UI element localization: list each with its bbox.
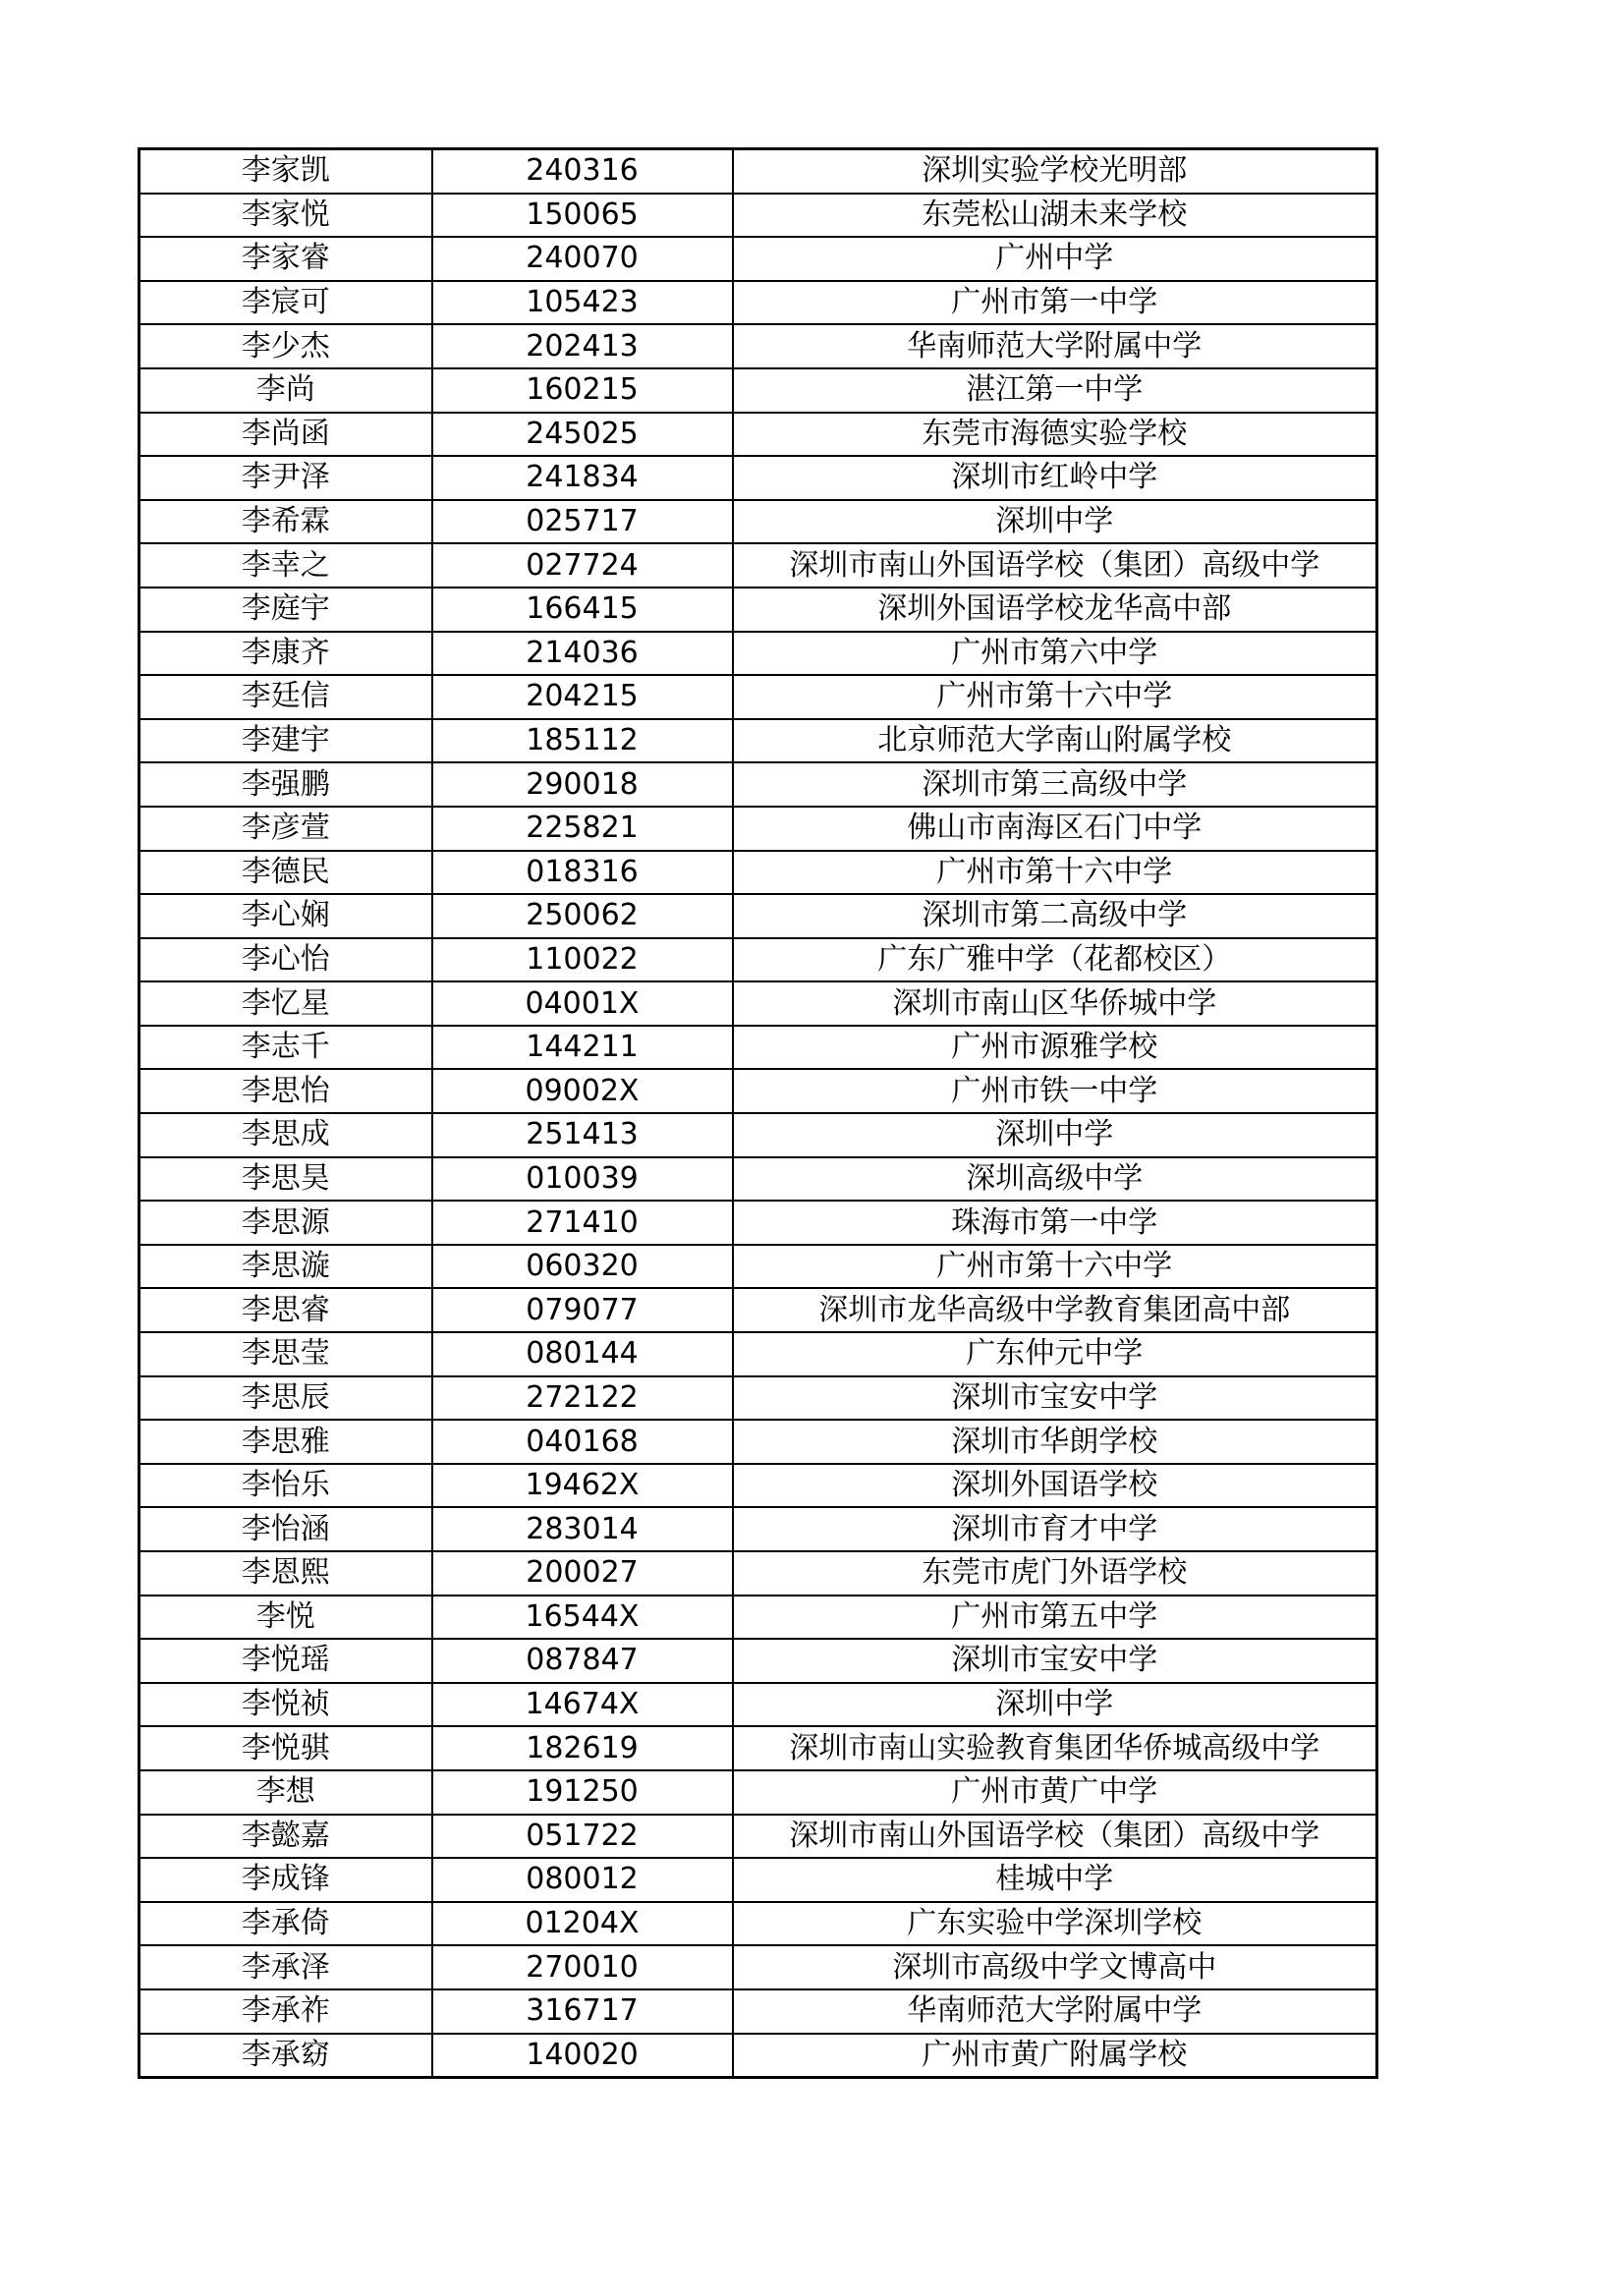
- student-id-cell: 202413: [432, 324, 733, 368]
- table-row: [140, 981, 1377, 1026]
- student-id-cell: 200027: [432, 1551, 733, 1596]
- student-name-cell: 李宸可: [140, 281, 432, 325]
- school-name-cell: 广州市第十六中学: [733, 851, 1377, 895]
- student-id-cell: 080012: [432, 1858, 733, 1902]
- school-name-cell: 广东仲元中学: [733, 1332, 1377, 1376]
- student-name-cell: 李悦祯: [140, 1683, 432, 1727]
- student-id-cell: 225821: [432, 807, 733, 851]
- school-name-cell: 广州市源雅学校: [733, 1026, 1377, 1070]
- student-name-cell: 李康齐: [140, 632, 432, 676]
- student-name-cell: 李思莹: [140, 1332, 432, 1376]
- table-row: [140, 194, 1377, 238]
- student-id-cell: 185112: [432, 719, 733, 763]
- student-id-cell: 250062: [432, 894, 733, 938]
- school-name-cell: 东莞松山湖未来学校: [733, 194, 1377, 238]
- student-id-cell: 051722: [432, 1815, 733, 1859]
- school-name-cell: 深圳市南山外国语学校（集团）高级中学: [733, 1815, 1377, 1859]
- student-id-cell: 110022: [432, 938, 733, 982]
- student-name-cell: 李希霖: [140, 500, 432, 544]
- student-name-cell: 李心娴: [140, 894, 432, 938]
- roster-table: [138, 147, 1378, 2079]
- student-name-cell: 李尹泽: [140, 456, 432, 500]
- table-row: [140, 324, 1377, 368]
- student-id-cell: 283014: [432, 1507, 733, 1551]
- student-name-cell: 李建宇: [140, 719, 432, 763]
- student-name-cell: 李思成: [140, 1113, 432, 1157]
- student-name-cell: 李廷信: [140, 675, 432, 719]
- school-name-cell: 华南师范大学附属中学: [733, 1989, 1377, 2034]
- table-row: [140, 456, 1377, 500]
- table-row: [140, 1026, 1377, 1070]
- school-name-cell: 深圳中学: [733, 1683, 1377, 1727]
- table-row: [140, 762, 1377, 807]
- student-id-cell: 316717: [432, 1989, 733, 2034]
- school-name-cell: 佛山市南海区石门中学: [733, 807, 1377, 851]
- table-row: [140, 632, 1377, 676]
- student-name-cell: 李恩熙: [140, 1551, 432, 1596]
- student-id-cell: 080144: [432, 1332, 733, 1376]
- table-row: [140, 719, 1377, 763]
- student-id-cell: 027724: [432, 543, 733, 588]
- table-row: [140, 413, 1377, 457]
- student-name-cell: 李承祚: [140, 1989, 432, 2034]
- table-row: [140, 1113, 1377, 1157]
- student-id-cell: 240070: [432, 237, 733, 281]
- student-id-cell: 240316: [432, 149, 733, 194]
- student-id-cell: 272122: [432, 1376, 733, 1421]
- table-row: [140, 1376, 1377, 1421]
- student-id-cell: 09002X: [432, 1069, 733, 1113]
- student-id-cell: 010039: [432, 1157, 733, 1202]
- table-row: [140, 1945, 1377, 1989]
- school-name-cell: 广州市第十六中学: [733, 675, 1377, 719]
- student-name-cell: 李思雅: [140, 1420, 432, 1464]
- student-name-cell: 李德民: [140, 851, 432, 895]
- school-name-cell: 深圳市宝安中学: [733, 1639, 1377, 1683]
- table-row: [140, 1551, 1377, 1596]
- school-name-cell: 深圳市育才中学: [733, 1507, 1377, 1551]
- school-name-cell: 深圳市南山区华侨城中学: [733, 981, 1377, 1026]
- school-name-cell: 湛江第一中学: [733, 368, 1377, 413]
- student-name-cell: 李忆星: [140, 981, 432, 1026]
- student-id-cell: 025717: [432, 500, 733, 544]
- table-row: [140, 1332, 1377, 1376]
- school-name-cell: 东莞市虎门外语学校: [733, 1551, 1377, 1596]
- table-row: [140, 1464, 1377, 1508]
- table-row: [140, 1420, 1377, 1464]
- table-row: [140, 1989, 1377, 2034]
- table-row: [140, 938, 1377, 982]
- table-row: [140, 1770, 1377, 1815]
- student-id-cell: 105423: [432, 281, 733, 325]
- student-name-cell: 李悦骐: [140, 1726, 432, 1770]
- table-row: [140, 851, 1377, 895]
- table-row: [140, 588, 1377, 632]
- student-name-cell: 李怡涵: [140, 1507, 432, 1551]
- student-id-cell: 214036: [432, 632, 733, 676]
- student-id-cell: 140020: [432, 2034, 733, 2078]
- student-id-cell: 19462X: [432, 1464, 733, 1508]
- table-row: [140, 1201, 1377, 1245]
- table-row: [140, 1639, 1377, 1683]
- student-name-cell: 李怡乐: [140, 1464, 432, 1508]
- table-row: [140, 1596, 1377, 1640]
- student-id-cell: 271410: [432, 1201, 733, 1245]
- school-name-cell: 广州中学: [733, 237, 1377, 281]
- school-name-cell: 东莞市海德实验学校: [733, 413, 1377, 457]
- student-id-cell: 241834: [432, 456, 733, 500]
- school-name-cell: 深圳市红岭中学: [733, 456, 1377, 500]
- school-name-cell: 深圳市第三高级中学: [733, 762, 1377, 807]
- school-name-cell: 广东实验中学深圳学校: [733, 1902, 1377, 1946]
- table-row: [140, 894, 1377, 938]
- student-name-cell: 李强鹏: [140, 762, 432, 807]
- student-name-cell: 李思源: [140, 1201, 432, 1245]
- student-name-cell: 李少杰: [140, 324, 432, 368]
- school-name-cell: 广州市第一中学: [733, 281, 1377, 325]
- student-name-cell: 李成锋: [140, 1858, 432, 1902]
- student-id-cell: 01204X: [432, 1902, 733, 1946]
- student-name-cell: 李想: [140, 1770, 432, 1815]
- table-row: [140, 1726, 1377, 1770]
- school-name-cell: 广东广雅中学（花都校区）: [733, 938, 1377, 982]
- student-name-cell: 李承窈: [140, 2034, 432, 2078]
- student-id-cell: 14674X: [432, 1683, 733, 1727]
- school-name-cell: 深圳外国语学校龙华高中部: [733, 588, 1377, 632]
- table-row: [140, 1288, 1377, 1332]
- table-row: [140, 807, 1377, 851]
- table-row: [140, 368, 1377, 413]
- school-name-cell: 深圳实验学校光明部: [733, 149, 1377, 194]
- student-name-cell: 李家睿: [140, 237, 432, 281]
- school-name-cell: 深圳市南山实验教育集团华侨城高级中学: [733, 1726, 1377, 1770]
- student-name-cell: 李悦: [140, 1596, 432, 1640]
- school-name-cell: 桂城中学: [733, 1858, 1377, 1902]
- table-row: [140, 1069, 1377, 1113]
- student-name-cell: 李思昊: [140, 1157, 432, 1202]
- school-name-cell: 深圳市华朗学校: [733, 1420, 1377, 1464]
- school-name-cell: 北京师范大学南山附属学校: [733, 719, 1377, 763]
- student-name-cell: 李尚函: [140, 413, 432, 457]
- student-id-cell: 144211: [432, 1026, 733, 1070]
- school-name-cell: 广州市第六中学: [733, 632, 1377, 676]
- table-row: [140, 1507, 1377, 1551]
- student-id-cell: 204215: [432, 675, 733, 719]
- table-row: [140, 500, 1377, 544]
- student-id-cell: 04001X: [432, 981, 733, 1026]
- school-name-cell: 广州市铁一中学: [733, 1069, 1377, 1113]
- student-id-cell: 040168: [432, 1420, 733, 1464]
- student-id-cell: 251413: [432, 1113, 733, 1157]
- school-name-cell: 深圳市南山外国语学校（集团）高级中学: [733, 543, 1377, 588]
- table-row: [140, 1815, 1377, 1859]
- school-name-cell: 深圳市高级中学文博高中: [733, 1945, 1377, 1989]
- student-name-cell: 李庭宇: [140, 588, 432, 632]
- table-row: [140, 2034, 1377, 2078]
- student-id-cell: 182619: [432, 1726, 733, 1770]
- school-name-cell: 广州市第五中学: [733, 1596, 1377, 1640]
- school-name-cell: 深圳市第二高级中学: [733, 894, 1377, 938]
- table-row: [140, 1683, 1377, 1727]
- school-name-cell: 深圳市宝安中学: [733, 1376, 1377, 1421]
- school-name-cell: 广州市第十六中学: [733, 1245, 1377, 1289]
- student-name-cell: 李承泽: [140, 1945, 432, 1989]
- student-id-cell: 16544X: [432, 1596, 733, 1640]
- student-id-cell: 150065: [432, 194, 733, 238]
- student-id-cell: 079077: [432, 1288, 733, 1332]
- table-row: [140, 543, 1377, 588]
- school-name-cell: 深圳外国语学校: [733, 1464, 1377, 1508]
- table-row: [140, 237, 1377, 281]
- student-name-cell: 李家凯: [140, 149, 432, 194]
- table-row: [140, 1157, 1377, 1202]
- school-name-cell: 广州市黄广附属学校: [733, 2034, 1377, 2078]
- student-id-cell: 270010: [432, 1945, 733, 1989]
- student-id-cell: 166415: [432, 588, 733, 632]
- student-name-cell: 李思辰: [140, 1376, 432, 1421]
- student-name-cell: 李心怡: [140, 938, 432, 982]
- student-name-cell: 李家悦: [140, 194, 432, 238]
- student-id-cell: 060320: [432, 1245, 733, 1289]
- table-row: [140, 1858, 1377, 1902]
- table-row: [140, 675, 1377, 719]
- student-id-cell: 290018: [432, 762, 733, 807]
- student-name-cell: 李幸之: [140, 543, 432, 588]
- school-name-cell: 深圳市龙华高级中学教育集团高中部: [733, 1288, 1377, 1332]
- student-name-cell: 李悦瑶: [140, 1639, 432, 1683]
- student-name-cell: 李懿嘉: [140, 1815, 432, 1859]
- student-name-cell: 李尚: [140, 368, 432, 413]
- table-row: [140, 1902, 1377, 1946]
- school-name-cell: 深圳中学: [733, 1113, 1377, 1157]
- school-name-cell: 广州市黄广中学: [733, 1770, 1377, 1815]
- school-name-cell: 华南师范大学附属中学: [733, 324, 1377, 368]
- student-id-cell: 191250: [432, 1770, 733, 1815]
- student-id-cell: 160215: [432, 368, 733, 413]
- school-name-cell: 深圳高级中学: [733, 1157, 1377, 1202]
- student-name-cell: 李承倚: [140, 1902, 432, 1946]
- table-row: [140, 149, 1377, 194]
- school-name-cell: 珠海市第一中学: [733, 1201, 1377, 1245]
- table-row: [140, 1245, 1377, 1289]
- student-id-cell: 087847: [432, 1639, 733, 1683]
- student-id-cell: 245025: [432, 413, 733, 457]
- student-name-cell: 李思漩: [140, 1245, 432, 1289]
- student-name-cell: 李思睿: [140, 1288, 432, 1332]
- roster-table-body: [140, 149, 1377, 2078]
- student-name-cell: 李思怡: [140, 1069, 432, 1113]
- student-name-cell: 李志千: [140, 1026, 432, 1070]
- school-name-cell: 深圳中学: [733, 500, 1377, 544]
- table-row: [140, 281, 1377, 325]
- student-name-cell: 李彦萱: [140, 807, 432, 851]
- student-id-cell: 018316: [432, 851, 733, 895]
